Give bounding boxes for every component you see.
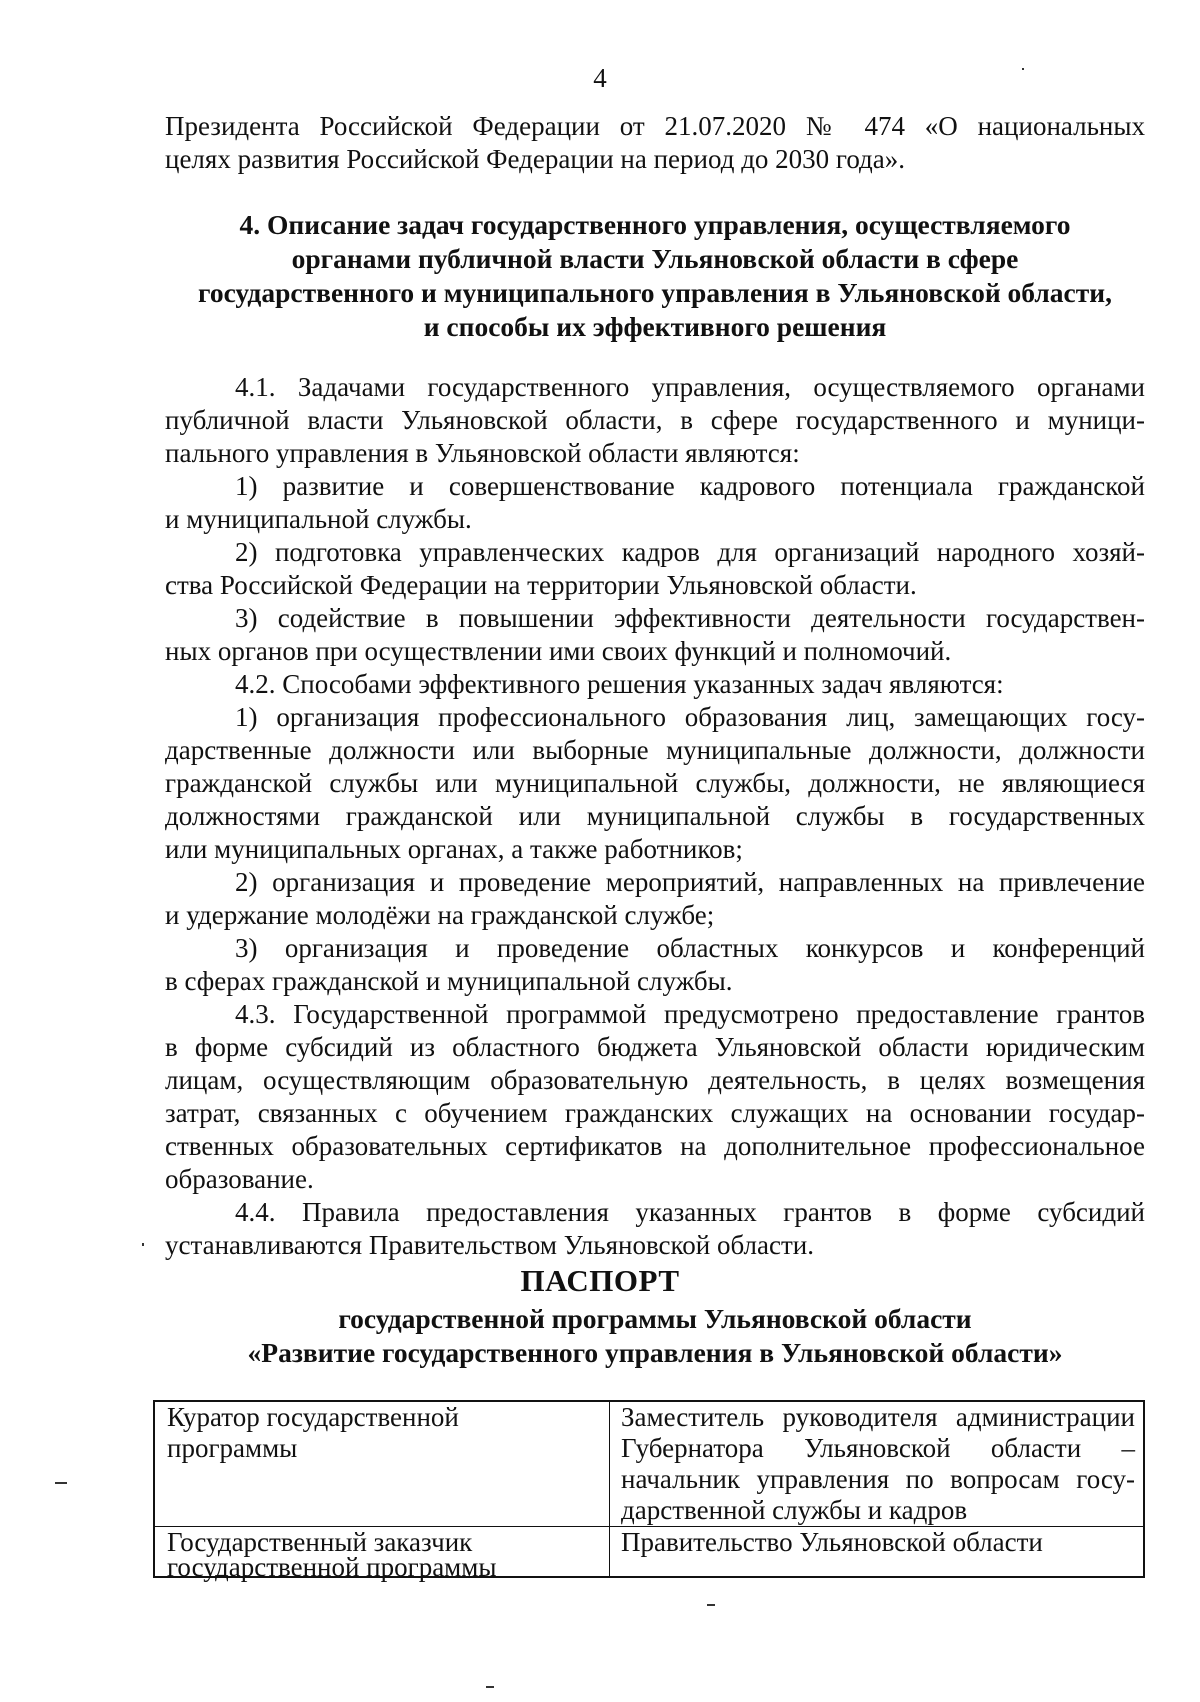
body-line: должностями гражданской или муниципальной службы в государственных xyxy=(165,801,1145,831)
section-heading-line: государственного и муниципального управления в Ульяновской области, xyxy=(198,277,1112,308)
body-line: дарственные должности или выборные муниципальные должности, должности xyxy=(165,735,1145,765)
scan-mark xyxy=(707,1604,715,1606)
body-line: ственных образовательных сертификатов на дополнительное профессиональное xyxy=(165,1131,1145,1161)
scan-mark xyxy=(486,1686,494,1688)
body-line: или муниципальных органах, а также работников; xyxy=(165,834,743,864)
body-line: в форме субсидий из областного бюджета Ульяновской области юридическим xyxy=(165,1032,1145,1062)
passport-title: ПАСПОРТ xyxy=(520,1263,680,1298)
table-column-divider xyxy=(609,1402,610,1576)
body-line: устанавливаются Правительством Ульяновской области. xyxy=(165,1230,814,1260)
body-line: 3) организация и проведение областных конкурсов и конференций xyxy=(235,933,1145,963)
body-line: и муниципальной службы. xyxy=(165,504,472,534)
table-row-label: Государственный заказчик xyxy=(167,1527,473,1557)
page-number: 4 xyxy=(593,63,607,93)
table-row-label: программы xyxy=(167,1433,298,1463)
body-line: лицам, осуществляющим образовательную деятельность, в целях возмещения xyxy=(165,1065,1145,1095)
body-line: в сферах гражданской и муниципальной службы. xyxy=(165,966,733,996)
table-row-value: Правительство Ульяновской области xyxy=(621,1527,1043,1557)
body-line: 1) организация профессионального образования лиц, замещающих госу- xyxy=(235,702,1145,732)
body-line: и удержание молодёжи на гражданской службе; xyxy=(165,900,715,930)
scan-mark xyxy=(1022,68,1024,70)
body-line: 2) организация и проведение мероприятий, направленных на привлечение xyxy=(235,867,1145,897)
body-line: 3) содействие в повышении эффективности деятельности государствен- xyxy=(235,603,1145,633)
body-line: 1) развитие и совершенствование кадрового потенциала гражданской xyxy=(235,471,1145,501)
table-row-value: Заместитель руководителя администрации xyxy=(621,1402,1135,1432)
body-line: публичной власти Ульяновской области, в сфере государственного и муници- xyxy=(165,405,1145,435)
body-line: 4.2. Способами эффективного решения указанных задач являются: xyxy=(235,669,1004,699)
table-row-value: Губернатора Ульяновской области – xyxy=(621,1433,1135,1463)
body-line: 4.4. Правила предоставления указанных грантов в форме субсидий xyxy=(235,1197,1145,1227)
section-heading-line: и способы их эффективного решения xyxy=(423,311,887,342)
scan-mark xyxy=(142,1243,144,1246)
body-line: 4.3. Государственной программой предусмотрено предоставление грантов xyxy=(235,999,1145,1029)
table-row-value: начальник управления по вопросам госу- xyxy=(621,1464,1135,1494)
section-heading-line: органами публичной власти Ульяновской области в сфере xyxy=(291,243,1019,274)
body-line: образование. xyxy=(165,1164,314,1194)
body-line: 4.1. Задачами государственного управления, осуществляемого органами xyxy=(235,372,1145,402)
body-line: пального управления в Ульяновской области являются: xyxy=(165,438,800,468)
passport-subtitle-line: государственной программы Ульяновской области xyxy=(338,1303,972,1334)
passport-table xyxy=(153,1400,1145,1582)
passport-subtitle-line: «Развитие государственного управления в Ульяновской области» xyxy=(247,1337,1063,1368)
intro-line: целях развития Российской Федерации на период до 2030 года». xyxy=(165,144,906,174)
table-row-label: государственной программы xyxy=(167,1552,497,1582)
section-heading-line: 4. Описание задач государственного управления, осуществляемого xyxy=(239,209,1071,240)
body-line: ства Российской Федерации на территории Ульяновской области. xyxy=(165,570,917,600)
table-row-value: дарственной службы и кадров xyxy=(621,1495,968,1525)
intro-line: Президента Российской Федерации от 21.07.2020 № 474 «О национальных xyxy=(165,111,1145,141)
body-line: 2) подготовка управленческих кадров для организаций народного хозяй- xyxy=(235,537,1145,567)
body-line: гражданской службы или муниципальной службы, должности, не являющиеся xyxy=(165,768,1145,798)
scan-mark xyxy=(55,1482,67,1484)
table-row-label: Куратор государственной xyxy=(167,1402,459,1432)
body-line: затрат, связанных с обучением гражданских служащих на основании государ- xyxy=(165,1098,1145,1128)
body-line: ных органов при осуществлении ими своих функций и полномочий. xyxy=(165,636,952,666)
